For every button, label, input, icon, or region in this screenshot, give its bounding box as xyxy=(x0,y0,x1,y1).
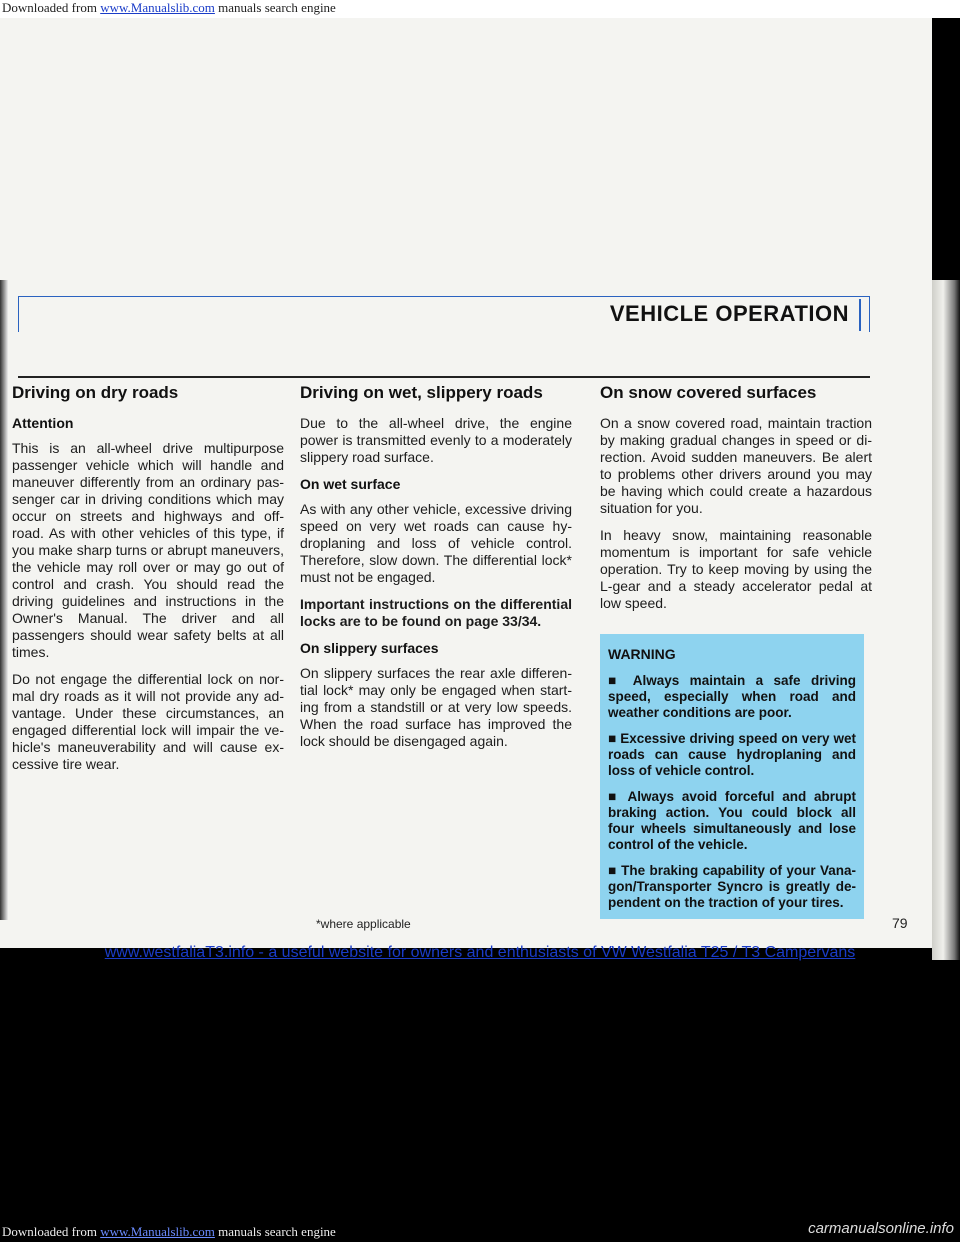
banner-prefix: Downloaded from xyxy=(2,1224,101,1239)
manualslib-link[interactable]: www.Manualslib.com xyxy=(100,1224,215,1239)
paragraph: On a snow covered road, maintain traction by making gradual changes in speed or direction. Avoid sudden maneuvers. Be alert to problems other drivers around you may be having which could create a hazardous situation for you. xyxy=(600,415,872,516)
warning-box xyxy=(600,634,864,919)
warning-item: ■ Excessive driving speed on very wet roads can cause hydroplaning and loss of vehicle control. xyxy=(608,731,856,778)
column-dry-roads xyxy=(12,384,284,783)
subheading-attention: Attention xyxy=(12,415,74,431)
column-wet-roads xyxy=(300,384,572,760)
column-snow xyxy=(600,384,872,919)
warning-item: ■ Always avoid forceful and abrupt braking action. You could block all four wheels simultaneously and lose control of the vehicle. xyxy=(608,789,856,852)
section-header xyxy=(18,296,870,332)
paragraph: Do not engage the differential lock on normal dry roads as it will not provide any advantage. Under these circumstances, an engaged differential lock will impair the vehicle's maneuverability and will cause excessive tire wear. xyxy=(12,671,284,772)
heading-snow: On snow covered surfaces xyxy=(600,383,817,402)
footnote: *where applicable xyxy=(316,917,411,931)
banner-suffix: manuals search engine xyxy=(214,0,336,15)
top-download-banner xyxy=(0,0,960,18)
banner-prefix: Downloaded from xyxy=(2,0,101,15)
subheading-wet-surface: On wet surface xyxy=(300,476,401,492)
heading-wet-roads: Driving on wet, slippery roads xyxy=(300,383,543,402)
warning-item: ■ The braking capability of your Vanagon/Transporter Syncro is greatly dependent on the traction of your tires. xyxy=(608,863,856,910)
paragraph: On slippery surfaces the rear axle differential lock* may only be engaged when starting from a standstill or at very low speeds. When the road surface has improved the lock should be disengaged again. xyxy=(300,665,572,749)
header-rule xyxy=(18,376,870,378)
page-left-edge xyxy=(0,280,8,920)
carmanualsonline-logo: carmanualsonline.info xyxy=(808,1220,954,1237)
westfalia-watermark-link[interactable]: www.westfaliaT3.info - a useful website for owners and enthusiasts of VW Westfalia T25 / T3 Campervans xyxy=(104,944,856,961)
paragraph: This is an all-wheel drive multipurpose passenger vehicle which will handle and maneuver differently from an ordinary passenger car in driving conditions which may occur on streets and highways and off-road. As with other vehicles of this type, if you make sharp turns or abrupt maneuvers, the vehicle may roll over or may go out of control and crash. You should read the driving guidelines and instructions in the Owner's Manual. The driver and all passengers should wear safety belts at all times. xyxy=(12,440,284,660)
warning-title: WARNING xyxy=(608,646,676,662)
manualslib-link[interactable]: www.Manualslib.com xyxy=(100,0,215,15)
subheading-slippery-surfaces: On slippery surfaces xyxy=(300,640,439,656)
paragraph: In heavy snow, maintaining reasonable momentum is important for safe vehicle operation. Try to keep moving by using the L-gear and a steady accelerator pedal at low speed. xyxy=(600,527,872,611)
section-title: VEHICLE OPERATION xyxy=(609,301,849,326)
page-number: 79 xyxy=(892,915,908,931)
important-note: Important instructions on the differential locks are to be found on page 33/34. xyxy=(300,596,572,629)
heading-dry-roads: Driving on dry roads xyxy=(12,383,179,402)
paragraph: Due to the all-wheel drive, the engine power is transmitted evenly to a moderately slippery road surface. xyxy=(300,415,572,465)
page-right-edge xyxy=(932,280,960,960)
banner-suffix: manuals search engine xyxy=(214,1224,336,1239)
warning-item: ■ Always maintain a safe driving speed, especially when road and weather conditions are poor. xyxy=(608,673,856,720)
paragraph: As with any other vehicle, excessive driving speed on very wet roads can cause hydroplaning and loss of vehicle control. Therefore, slow down. The differential lock* must not be engaged. xyxy=(300,501,572,585)
